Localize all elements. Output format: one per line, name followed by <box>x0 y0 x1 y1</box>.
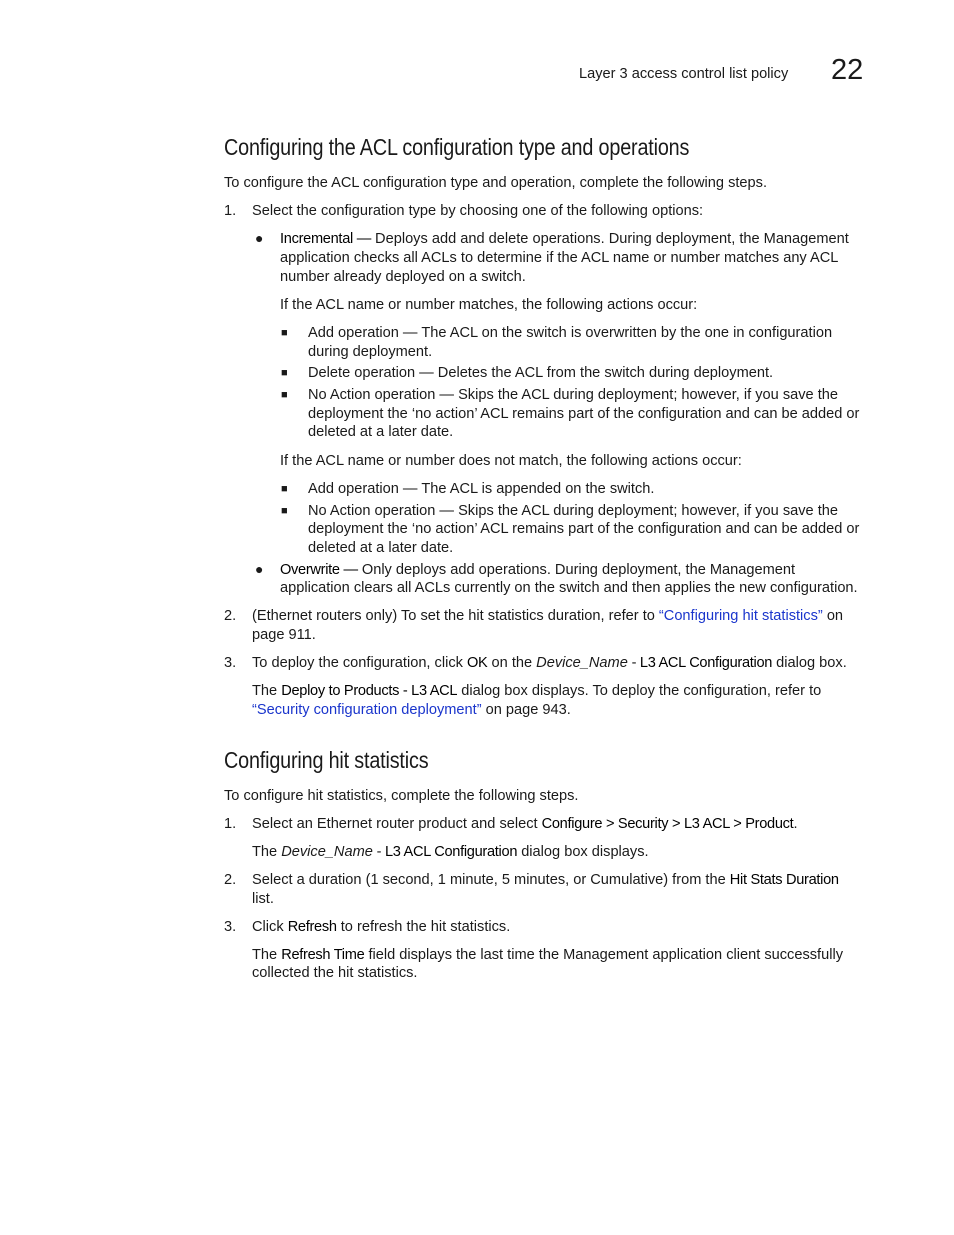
step-number: 3. <box>224 655 237 671</box>
step-text-part: Select an Ethernet router product and select <box>252 816 542 832</box>
step-number: 1. <box>224 203 237 219</box>
bullet-icon: ● <box>255 230 264 246</box>
step-text-part: . <box>793 816 798 832</box>
step-text-part: dialog box. <box>772 655 847 671</box>
dialog-name: L3 ACL Configuration <box>639 655 773 671</box>
text-part: dialog box displays. <box>517 844 649 860</box>
step-text <box>252 607 843 626</box>
step-text-part: To deploy the configuration, click <box>252 655 467 671</box>
text-part: field displays the last time the Management application client successfully <box>364 947 843 963</box>
deploy-text-line <box>252 701 571 720</box>
text-part: The <box>252 947 282 963</box>
square-bullet-icon: ■ <box>281 327 288 339</box>
nomatch-intro: If the ACL name or number does not match, the following actions occur: <box>280 453 742 469</box>
text-part: The <box>252 844 282 860</box>
step-number: 2. <box>224 872 237 888</box>
list-item: No Action operation — Skips the ACL during deployment; however, if you save the <box>308 387 839 403</box>
step-text: Select the configuration type by choosing one of the following options: <box>252 203 704 219</box>
list-item: deployment the ‘no action’ ACL remains part of the configuration and can be added or <box>308 406 860 422</box>
square-bullet-icon: ■ <box>281 367 288 379</box>
matches-intro: If the ACL name or number matches, the following actions occur: <box>280 297 698 313</box>
dialog-name: Deploy to Products - L3 ACL <box>281 683 458 699</box>
section-heading-hit-statistics: Configuring hit statistics <box>224 747 429 773</box>
section-heading-acl-config: Configuring the ACL configuration type and operations <box>224 134 690 160</box>
incremental-text-line: application checks all ACLs to determine if the ACL name or number matches any ACL <box>280 250 839 266</box>
step-result-line: collected the hit statistics. <box>252 965 418 981</box>
link-configuring-hit-statistics[interactable]: “Configuring hit statistics” <box>658 608 823 624</box>
running-header-title: Layer 3 access control list policy <box>579 66 789 82</box>
step-text <box>252 871 839 890</box>
field-name: Hit Stats Duration <box>729 872 839 888</box>
step-text-line: page 911. <box>252 627 316 643</box>
deploy-text <box>252 682 821 701</box>
incremental-text: Deploys add and delete operations. During deployment, the Management <box>371 231 849 247</box>
field-name: Refresh Time <box>281 947 365 963</box>
list-item: deleted at a later date. <box>308 540 454 556</box>
step-text-part: Select a duration (1 second, 1 minute, 5 minutes, or Cumulative) from the <box>252 872 730 888</box>
overwrite-text-line: application clears all ACLs currently on the switch and then applies the new configuration. <box>280 580 858 596</box>
square-bullet-icon: ■ <box>281 389 288 401</box>
incremental-label: Incremental — <box>280 231 371 247</box>
option-overwrite <box>280 561 795 580</box>
menu-path: Configure > Security > L3 ACL > Product <box>541 816 794 832</box>
step-result <box>252 843 649 862</box>
overwrite-label: Overwrite — <box>280 562 358 578</box>
button-name: Refresh <box>287 919 337 935</box>
step-text-part: on the <box>487 655 537 671</box>
text-part: dialog box displays. To deploy the configuration, refer to <box>457 683 822 699</box>
overwrite-text: Only deploys add operations. During deployment, the Management <box>357 562 796 578</box>
step-text <box>252 918 510 937</box>
list-item: deleted at a later date. <box>308 424 454 440</box>
step-text <box>252 654 847 673</box>
step-number: 2. <box>224 608 237 624</box>
option-incremental <box>280 230 849 249</box>
text-part: - <box>372 844 385 860</box>
section-intro: To configure the ACL configuration type and operation, complete the following steps. <box>224 175 768 191</box>
step-text-part: to refresh the hit statistics. <box>336 919 511 935</box>
section-intro: To configure hit statistics, complete the following steps. <box>224 788 579 804</box>
step-number: 1. <box>224 816 237 832</box>
list-item: No Action operation — Skips the ACL during deployment; however, if you save the <box>308 503 839 519</box>
step-text-part: Click <box>252 919 288 935</box>
step-result <box>252 946 843 965</box>
step-text <box>252 815 798 834</box>
ok-ui-label: OK <box>466 655 488 671</box>
chapter-number: 22 <box>831 54 864 86</box>
square-bullet-icon: ■ <box>281 483 288 495</box>
device-name-placeholder: Device_Name <box>536 655 628 671</box>
list-item: during deployment. <box>308 344 433 360</box>
step-text-line: list. <box>252 891 274 907</box>
link-security-configuration-deployment[interactable]: “Security configuration deployment” <box>252 702 482 718</box>
bullet-icon: ● <box>255 561 264 577</box>
step-text-part: on <box>822 608 844 624</box>
list-item: Delete operation — Deletes the ACL from the switch during deployment. <box>308 365 774 381</box>
dialog-name: L3 ACL Configuration <box>384 844 518 860</box>
list-item: deployment the ‘no action’ ACL remains part of the configuration and can be added or <box>308 521 860 537</box>
step-text-part: (Ethernet routers only) To set the hit statistics duration, refer to <box>252 608 659 624</box>
step-number: 3. <box>224 919 237 935</box>
text-part: on page 943. <box>481 702 571 718</box>
device-name-placeholder: Device_Name <box>281 844 373 860</box>
incremental-text-line: number already deployed on a switch. <box>280 269 526 285</box>
text-part: The <box>252 683 282 699</box>
step-text-part: - <box>627 655 640 671</box>
square-bullet-icon: ■ <box>281 505 288 517</box>
list-item: Add operation — The ACL on the switch is overwritten by the one in configuration <box>308 325 833 341</box>
list-item: Add operation — The ACL is appended on the switch. <box>308 481 655 497</box>
